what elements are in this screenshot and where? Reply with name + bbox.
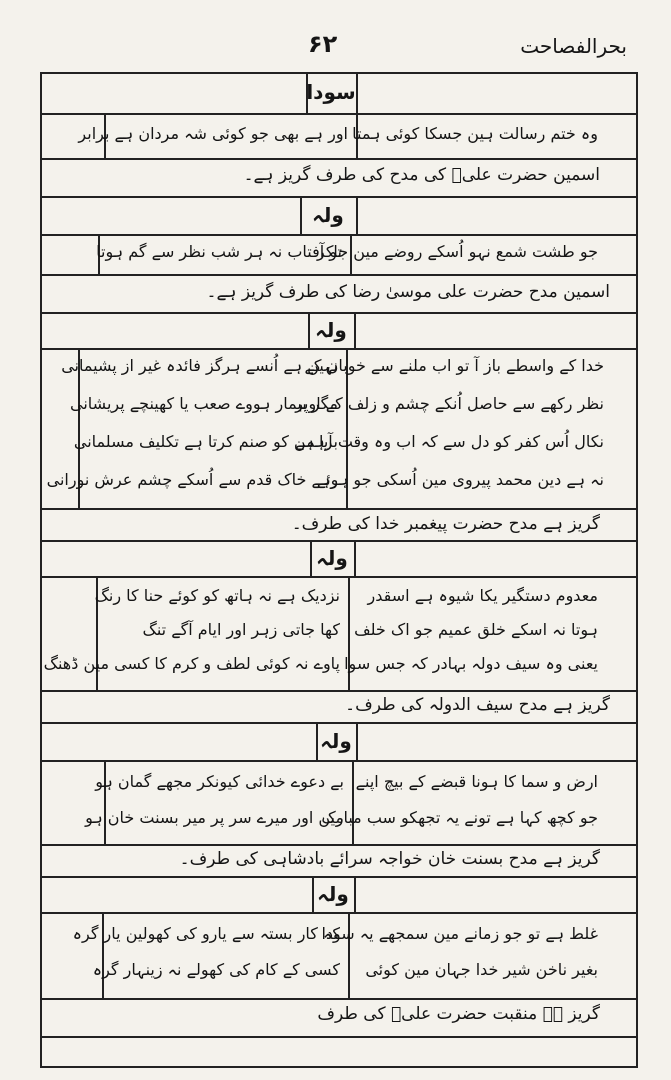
verse-right-line: ارض و سما کا ہونا قبضے کے بیچ اپنے [355, 772, 598, 791]
heading-box-right [354, 312, 356, 348]
verse-right-line: یعنی وہ سیف دولہ بہادر کہ جس سوا [344, 654, 598, 673]
section-heading: ولہ [316, 546, 348, 570]
rule [40, 312, 638, 314]
rule [40, 998, 638, 1000]
verse-right-line: جو کچھ کہا ہے تونے یہ تجھکو سب مبارک [321, 808, 598, 827]
verse-left-line: پاوے نہ کوئی لطف و کرم کا کسی مین ڈھنگ [43, 654, 340, 673]
verse-left-line: مگر بیمار ہووے صعب یا کھینچے پریشانی [70, 394, 338, 413]
verse-left-line: نہین ہے اُنسے ہرگز فائدہ غیر از پشیمانی [61, 356, 338, 375]
verse-left-line: تو آفتاب نہ ہر شب نظر سے گم ہوتا [96, 242, 342, 261]
section-heading: ولہ [320, 729, 352, 753]
rule [40, 844, 638, 846]
verse-right-line: نظر رکھے سے حاصل اُنکے چشم و زلف کے اوپر [295, 394, 604, 413]
section-note: گریز ہے مدح بسنت خان خواجہ سرائے بادشاہی کی طرف۔ [179, 849, 600, 869]
verse-left-line: نزدیک ہے نہ ہاتھ کو کوئے حنا کا رنگ [94, 586, 340, 605]
rule [40, 158, 638, 160]
heading-box-right [354, 876, 356, 912]
rule [40, 196, 638, 198]
frame-bottom-rule [40, 1066, 638, 1068]
verse-right-line: جو طشت شمع نہو اُسکے روضے مین جاکر [316, 242, 598, 261]
rule [40, 113, 638, 115]
verse-left-line: مین اور میرے سر پر میر بسنت خان ہو [85, 808, 344, 827]
section-note: گریز ہے منقبت حضرت علیؑ کی طرف [317, 1004, 600, 1024]
section-note: اسمین مدح حضرت علی موسیٰ رضا کی طرف گریز ہے۔ [206, 282, 610, 302]
heading-box-right [356, 196, 358, 234]
verse-right-line: بغیر ناخن شیر خدا جہان مین کوئی [365, 960, 598, 979]
book-title: بحرالفصاحت [520, 34, 627, 58]
verse-left-line: برہمن کو صنم کرتا ہے تکلیف مسلمانی [73, 432, 338, 451]
verse-left-line: رہے خاک قدم سے اُسکے چشم عرش نورانی [46, 470, 338, 489]
section-note: گریز ہے مدح سیف الدولہ کی طرف۔ [345, 695, 610, 715]
rule [40, 760, 638, 762]
verse-left-line: کسی کے کام کی کھولے نہ زینہار گرہ [92, 960, 340, 979]
heading-box-right [356, 72, 358, 114]
rule [40, 576, 638, 578]
rule [40, 234, 638, 236]
rule [40, 690, 638, 692]
verse-right-line: وہ ختم رسالت ہین جسکا کوئی ہمتا [352, 124, 598, 143]
verse-right-line: نہ ہے دین محمد پیروی مین اُسکی جو ہوئے [316, 470, 604, 489]
heading-box-right [354, 540, 356, 576]
verse-right-line: غلط ہے تو جو زمانے مین سمجھے یہ سودا [321, 924, 598, 943]
page-number: ۶۲ [308, 30, 338, 58]
section-heading: ولہ [317, 882, 349, 906]
rule [40, 876, 638, 878]
rule [40, 348, 638, 350]
rule [40, 722, 638, 724]
frame-top-rule [40, 72, 638, 74]
verse-left-line: بے دعوے خدائی کیونکر مجھے گمان ہو [95, 772, 344, 791]
verse-right-line: معدوم دستگیر یکا شیوہ ہے اسقدر [367, 586, 598, 605]
verse-right-line: خدا کے واسطے باز آ تو اب ملنے سے خوبان کے [304, 356, 604, 375]
verse-left-line: کہ کار بستہ سے یارو کی کھولین یار گرہ [72, 924, 340, 943]
verse-divider [352, 760, 354, 844]
verse-right-line: نکال اُس کفر کو دل سے کہ اب وہ وقت آیا ہے [295, 432, 604, 451]
rule [40, 912, 638, 914]
rule [40, 1036, 638, 1038]
rule [40, 508, 638, 510]
section-note: اسمین حضرت علیؑ کی مدح کی طرف گریز ہے۔ [243, 165, 600, 185]
rule [40, 540, 638, 542]
verse-left-line: کھا جاتی زہر اور ایام آگے تنگ [142, 620, 340, 639]
section-heading: ولہ [315, 318, 347, 342]
rule [40, 274, 638, 276]
heading-box-right [356, 722, 358, 760]
section-heading: سودا [306, 80, 356, 104]
verse-right-line: ہوتا نہ اسکے خلق عمیم جو اک خلف [354, 620, 598, 639]
section-heading: ولہ [312, 203, 344, 227]
section-note: گریز ہے مدح حضرت پیغمبر خدا کی طرف۔ [291, 514, 600, 534]
verse-left-line: اور ہے بھی جو کوئی شہ مردان ہے برابر [78, 124, 348, 143]
